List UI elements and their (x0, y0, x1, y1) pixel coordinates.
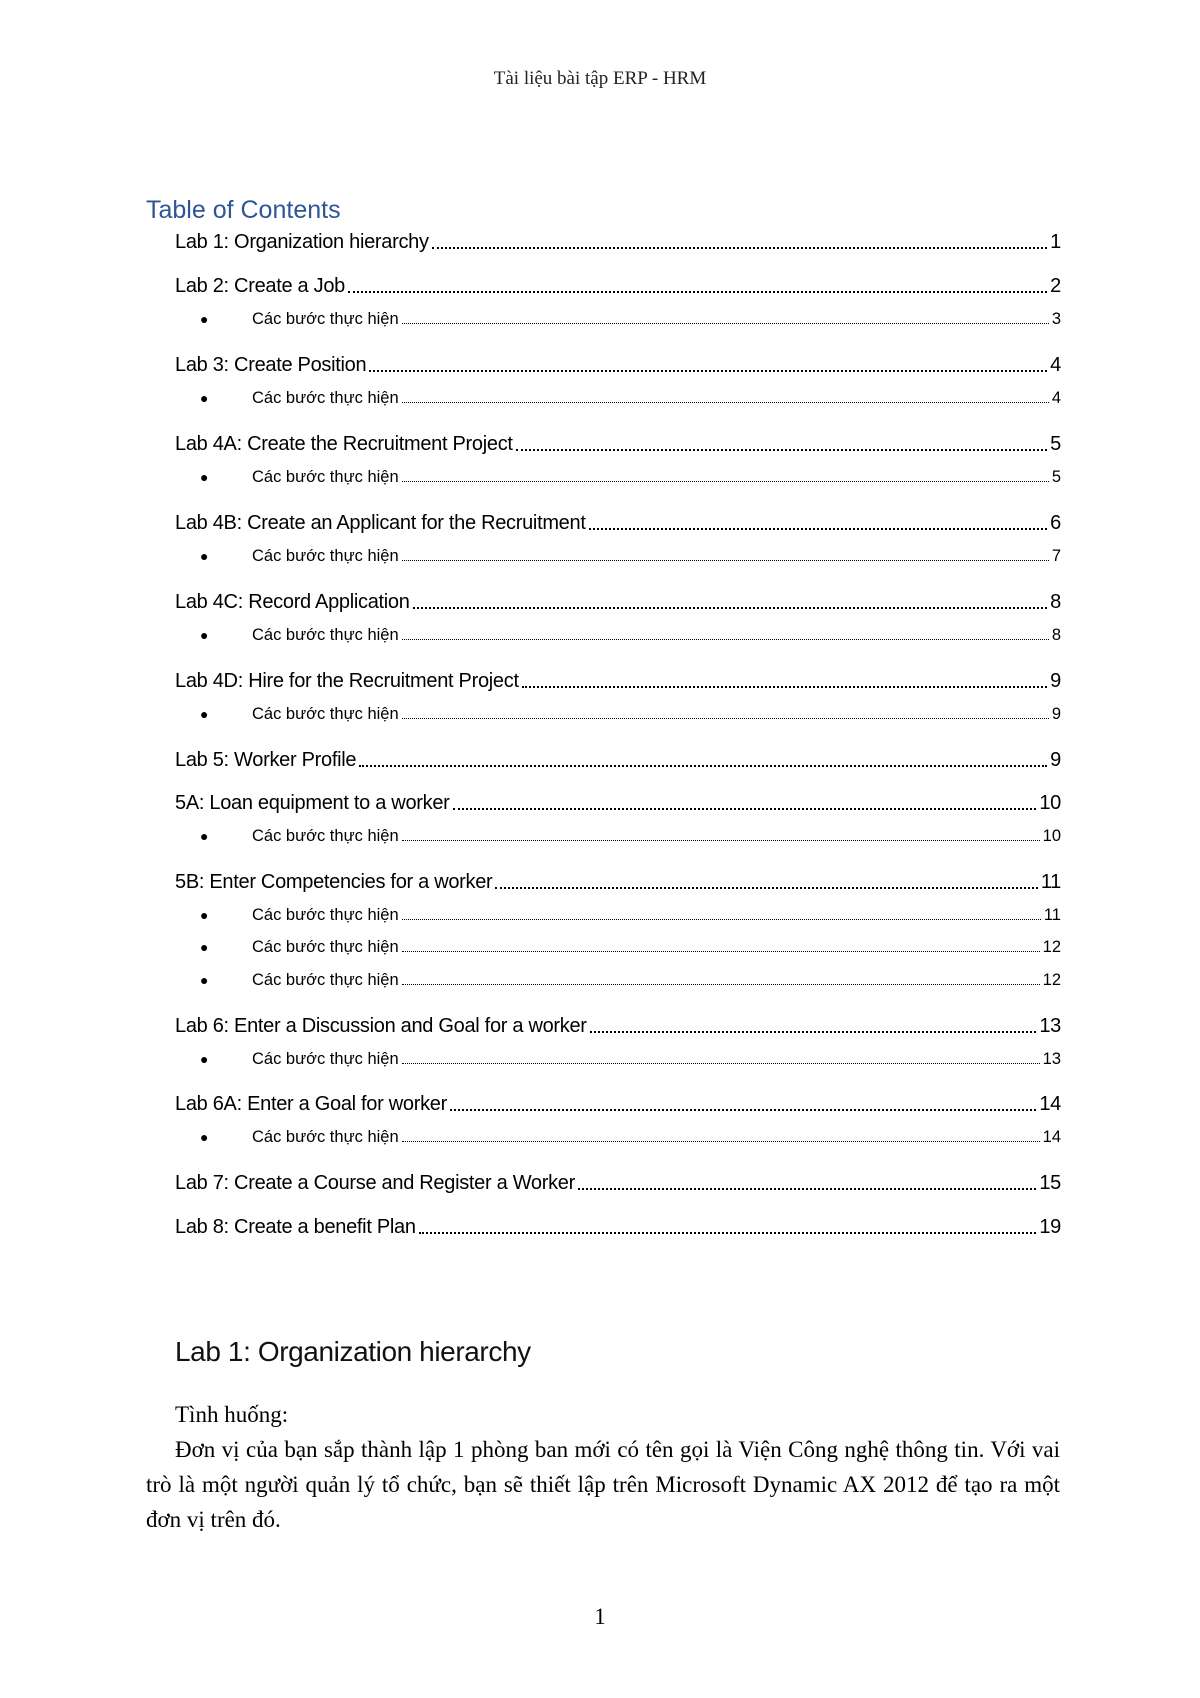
toc-dot-leader (402, 951, 1040, 952)
body-paragraph: Đơn vị của bạn sắp thành lập 1 phòng ban mới có tên gọi là Viện Công nghệ thông tin. Với vai trò là một người quản lý tổ chức, bạn sẽ thiết lập trên Microsoft Dynamic AX 2012 để tạo ra một đơn vị trên đó. (146, 1437, 1060, 1532)
toc-dot-leader (402, 560, 1049, 561)
toc-entry-text: Các bước thực hiện (252, 906, 399, 924)
toc-entry-text: Lab 4B: Create an Applicant for the Recruitment (175, 512, 586, 534)
toc-entry-text: Lab 4C: Record Application (175, 591, 410, 613)
situation-label: Tình huống: (175, 1402, 289, 1427)
toc-dot-leader (348, 291, 1047, 293)
toc-entry[interactable] (175, 749, 1061, 772)
toc-page-number: 11 (1040, 871, 1061, 893)
bullet-dot-icon: ● (200, 390, 209, 406)
toc-entry[interactable] (175, 512, 1061, 535)
toc-title: Table of Contents (146, 196, 341, 224)
bullet-dot-icon: ● (200, 469, 209, 485)
bullet-dot-icon: ● (200, 706, 209, 722)
toc-dot-leader (419, 1232, 1037, 1234)
toc-subentry[interactable] (175, 1050, 1061, 1069)
toc-entry-text: Lab 2: Create a Job (175, 275, 345, 297)
toc-dot-leader (402, 402, 1049, 403)
toc-dot-leader (453, 808, 1037, 810)
toc-page-number: 10 (1039, 792, 1061, 814)
toc-dot-leader (402, 639, 1049, 640)
bullet-dot-icon: ● (200, 828, 209, 844)
toc-dot-leader (578, 1188, 1036, 1190)
toc-subentry[interactable] (175, 468, 1061, 487)
toc-entry-text: Lab 6A: Enter a Goal for worker (175, 1093, 447, 1115)
toc-page-number: 11 (1043, 906, 1061, 924)
toc-page-number: 12 (1042, 938, 1061, 956)
toc-dot-leader (432, 247, 1047, 249)
toc-page-number: 9 (1050, 670, 1061, 692)
toc-page-number: 9 (1050, 749, 1061, 771)
toc-entry-text: Lab 3: Create Position (175, 354, 367, 376)
toc-page-number: 14 (1042, 1128, 1061, 1146)
toc-entry-text: 5A: Loan equipment to a worker (175, 792, 450, 814)
toc-entry-text: Lab 8: Create a benefit Plan (175, 1216, 416, 1238)
bullet-dot-icon: ● (200, 1129, 209, 1145)
toc-page-number: 4 (1051, 389, 1061, 407)
toc-entry-text: Lab 1: Organization hierarchy (175, 231, 429, 253)
bullet-dot-icon: ● (200, 972, 209, 988)
toc-subentry[interactable] (175, 971, 1061, 990)
toc-dot-leader (516, 449, 1048, 451)
bullet-dot-icon: ● (200, 627, 209, 643)
toc-dot-leader (359, 765, 1047, 767)
toc-page-number: 2 (1050, 275, 1061, 297)
toc-subentry[interactable] (175, 827, 1061, 846)
toc-entry-text: Các bước thực hiện (252, 1128, 399, 1146)
toc-subentry[interactable] (175, 938, 1061, 957)
bullet-dot-icon: ● (200, 311, 209, 327)
page-number: 1 (594, 1604, 606, 1629)
toc-page-number: 5 (1051, 468, 1061, 486)
toc-entry-text: Lab 7: Create a Course and Register a Worker (175, 1172, 575, 1194)
toc-dot-leader (402, 481, 1049, 482)
bullet-dot-icon: ● (200, 548, 209, 564)
bullet-dot-icon: ● (200, 1051, 209, 1067)
toc-dot-leader (522, 686, 1047, 688)
toc-subentry[interactable] (175, 906, 1061, 925)
section-heading: Lab 1: Organization hierarchy (175, 1336, 531, 1367)
toc-dot-leader (402, 1063, 1040, 1064)
toc-dot-leader (495, 887, 1037, 889)
toc-entry-text: Các bước thực hiện (252, 938, 399, 956)
toc-dot-leader (402, 323, 1049, 324)
toc-entry[interactable] (175, 354, 1061, 377)
toc-page-number: 8 (1051, 626, 1061, 644)
toc-page-number: 5 (1050, 433, 1061, 455)
toc-dot-leader (402, 984, 1040, 985)
toc-page-number: 10 (1042, 827, 1061, 845)
toc-entry-text: Các bước thực hiện (252, 468, 399, 486)
toc-entry-text: Các bước thực hiện (252, 547, 399, 565)
toc-entry-text: Các bước thực hiện (252, 971, 399, 989)
toc-page-number: 19 (1039, 1216, 1061, 1238)
page-header: Tài liệu bài tập ERP - HRM (493, 68, 707, 89)
toc-entry[interactable] (175, 231, 1061, 254)
bullet-dot-icon: ● (200, 907, 209, 923)
toc-entry[interactable] (175, 871, 1061, 894)
toc-dot-leader (369, 370, 1047, 372)
toc-subentry[interactable] (175, 1128, 1061, 1147)
toc-dot-leader (450, 1109, 1036, 1111)
toc-subentry[interactable] (175, 626, 1061, 645)
toc-entry-text: Các bước thực hiện (252, 1050, 399, 1068)
toc-dot-leader (402, 1141, 1040, 1142)
toc-entry-text: Lab 6: Enter a Discussion and Goal for a worker (175, 1015, 587, 1037)
toc-entry[interactable] (175, 1216, 1061, 1239)
toc-page-number: 15 (1039, 1172, 1061, 1194)
toc-subentry[interactable] (175, 705, 1061, 724)
toc-entry-text: Lab 4D: Hire for the Recruitment Project (175, 670, 519, 692)
toc-page-number: 1 (1050, 231, 1061, 253)
toc-entry-text: Các bước thực hiện (252, 389, 399, 407)
toc-dot-leader (590, 1031, 1037, 1033)
toc-page-number: 12 (1042, 971, 1061, 989)
toc-entry-text: Các bước thực hiện (252, 827, 399, 845)
bullet-dot-icon: ● (200, 939, 209, 955)
toc-entry[interactable] (175, 1172, 1061, 1195)
toc-entry-text: Các bước thực hiện (252, 626, 399, 644)
toc-dot-leader (402, 919, 1041, 920)
toc-page-number: 13 (1042, 1050, 1061, 1068)
toc-subentry[interactable] (175, 389, 1061, 408)
toc-dot-leader (589, 528, 1048, 530)
toc-entry[interactable] (175, 792, 1061, 815)
toc-page-number: 3 (1051, 310, 1061, 328)
toc-dot-leader (402, 840, 1040, 841)
toc-entry-text: Các bước thực hiện (252, 705, 399, 723)
toc-entry-text: Các bước thực hiện (252, 310, 399, 328)
toc-subentry[interactable] (175, 310, 1061, 329)
toc-page-number: 7 (1051, 547, 1061, 565)
toc-entry-text: Lab 4A: Create the Recruitment Project (175, 433, 513, 455)
toc-entry[interactable] (175, 1093, 1061, 1116)
toc-subentry[interactable] (175, 547, 1061, 566)
toc-entry[interactable] (175, 1015, 1061, 1038)
toc-page-number: 14 (1039, 1093, 1061, 1115)
toc-entry-text: 5B: Enter Competencies for a worker (175, 871, 493, 893)
toc-entry[interactable] (175, 591, 1061, 614)
toc-page-number: 4 (1050, 354, 1061, 376)
toc-page-number: 9 (1051, 705, 1061, 723)
toc-page-number: 13 (1039, 1015, 1061, 1037)
toc-page-number: 8 (1050, 591, 1061, 613)
toc-entry[interactable] (175, 275, 1061, 298)
toc-dot-leader (402, 718, 1049, 719)
toc-page-number: 6 (1050, 512, 1061, 534)
toc-entry[interactable] (175, 433, 1061, 456)
toc-entry[interactable] (175, 670, 1061, 693)
toc-entry-text: Lab 5: Worker Profile (175, 749, 357, 771)
toc-dot-leader (413, 607, 1048, 609)
